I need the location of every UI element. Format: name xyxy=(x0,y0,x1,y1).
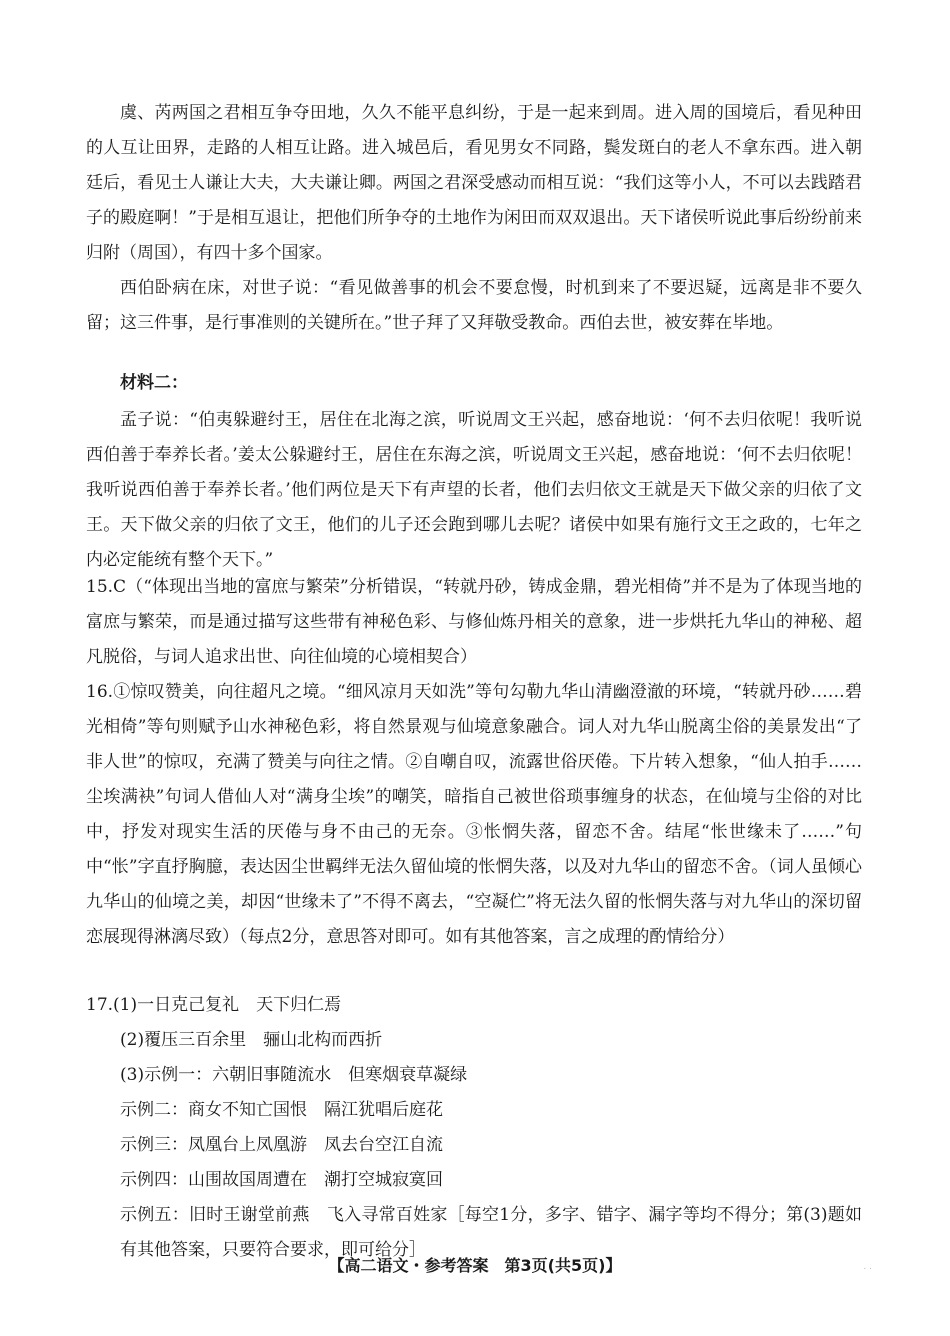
answer-17-example-2: 示例二：商女不知亡国恨 隔江犹唱后庭花 xyxy=(120,1100,443,1120)
answer-16-text: ①惊叹赞美，向往超凡之境。“细风凉月天如洗”等句勾勒九华山清幽澄澈的环境，“转就丹砂……碧光相倚”等句则赋予山水神秘色彩，将自然景观与仙境意象融合。词人对九华山脱离尘俗的美景发出“了非人世”的惊叹，充满了赞美与向往之情。②自嘲自叹，流露世俗厌倦。下片转入想象，“仙人拍手……尘埃满袂”句词人借仙人对“满身尘埃”的嘲笑，暗指自己被世俗琐事缠身的状态，在仙境与尘俗的对比中，抒发对现实生活的厌倦与身不由己的无奈。③怅惘失落，留恋不舍。结尾“怅世缘未了……”句中“怅”字直抒胸臆，表达因尘世羁绊无法久留仙境的怅惘失落，以及对九华山的留恋不舍。（词人虽倾心九华山的仙境之美，却因“世缘未了”不得不离去，“空凝伫”将无法久留的怅惘失落与对九华山的深切留恋展现得淋漓尽致）（每点2分，意思答对即可。如有其他答案，言之成理的酌情给分） xyxy=(86,682,862,947)
answer-15-number: 15. xyxy=(86,577,114,597)
material-two-paragraph: 孟子说：“伯夷躲避纣王，居住在北海之滨，听说周文王兴起，感奋地说：‘何不去归依呢！我听说西伯善于奉养长者。’姜太公躲避纣王，居住在东海之滨，听说周文王兴起，感奋地说：‘何不去归依呢！我听说西伯善于奉养长者。’他们两位是天下有声望的长者，他们去归依文王就是天下做父亲的归依了文王。天下做父亲的归依了文王，他们的儿子还会跑到哪儿去呢？诸侯中如果有施行文王之政的，七年之内必定能统有整个天下。” xyxy=(86,410,862,570)
page-footer: 【高二语文・参考答案 第3页(共5页)】 xyxy=(328,1256,622,1275)
answer-17-item-1: (1)一日克己复礼 天下归仁焉 xyxy=(113,995,342,1015)
answer-15-text: C（“体现出当地的富庶与繁荣”分析错误，“转就丹砂，铸成金鼎，碧光相倚”并不是为了体现当地的富庶与繁荣，而是通过描写这些带有神秘色彩、与修仙炼丹相关的意象，进一步烘托九华山的神秘、超凡脱俗，与词人追求出世、向往仙境的心境相契合） xyxy=(86,577,862,667)
answer-17-example-5: 示例五：旧时王谢堂前燕 飞入寻常百姓家［每空1分，多字、错字、漏字等均不得分；第(3)题如有其他答案，只要符合要求，即可给分］ xyxy=(120,1205,862,1260)
answer-17-item-3: (3)示例一：六朝旧事随流水 但寒烟衰草凝绿 xyxy=(120,1065,468,1085)
answer-15 xyxy=(86,570,862,675)
answer-17 xyxy=(86,988,862,1268)
material-two-heading: 材料二： xyxy=(120,373,188,393)
answer-17-example-3: 示例三：凤凰台上凤凰游 凤去台空江自流 xyxy=(120,1135,443,1155)
answer-17-number: 17. xyxy=(86,995,114,1015)
answer-17-item-2: (2)覆压三百余里 骊山北构而西折 xyxy=(120,1030,383,1050)
answer-16-number: 16. xyxy=(86,682,114,702)
corner-mark: . . xyxy=(863,1262,872,1272)
material-one-paragraph-2: 西伯卧病在床，对世子说：“看见做善事的机会不要怠慢，时机到来了不要迟疑，远离是非不要久留；这三件事，是行事准则的关键所在。”世子拜了又拜敬受教命。西伯去世，被安葬在毕地。 xyxy=(86,278,862,333)
answer-17-example-4: 示例四：山围故国周遭在 潮打空城寂寞回 xyxy=(120,1170,443,1190)
answer-16 xyxy=(86,675,862,955)
material-one-paragraph-1: 虞、芮两国之君相互争夺田地，久久不能平息纠纷，于是一起来到周。进入周的国境后，看见种田的人互让田界，走路的人相互让路。进入城邑后，看见男女不同路，鬓发斑白的老人不拿东西。进入朝廷后，看见士人谦让大夫，大夫谦让卿。两国之君深受感动而相互说：“我们这等小人，不可以去践踏君子的殿庭啊！”于是相互退让，把他们所争夺的土地作为闲田而双双退出。天下诸侯听说此事后纷纷前来归附（周国），有四十多个国家。 xyxy=(86,103,862,263)
answer-17-item-1-row xyxy=(86,988,862,1023)
